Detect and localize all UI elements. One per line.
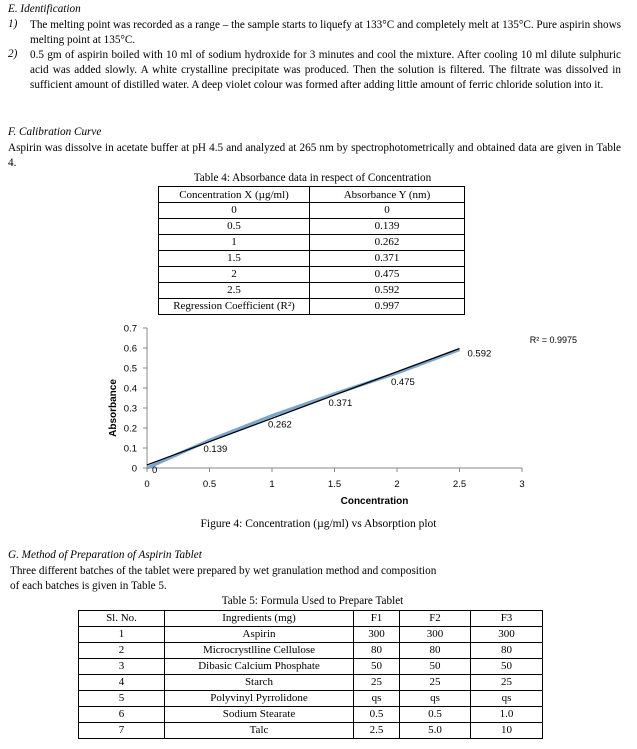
section-g-paragraph-line-1: Three different batches of the tablet were prepared by wet granulation method and composition [10, 565, 437, 577]
section-e-heading: E. Identification [8, 3, 81, 15]
trendline-r2-label: R² = 0.9975 [529, 335, 577, 345]
table-cell: 0.262 [310, 235, 465, 251]
table-cell: 1 [79, 627, 165, 643]
x-tick-label: 3 [519, 479, 525, 490]
table-cell: 0.5 [159, 219, 310, 235]
data-series-line [147, 350, 460, 468]
table-header-cell: F2 [400, 611, 471, 627]
x-tick-label: 0 [144, 479, 150, 490]
table-row [159, 283, 465, 299]
data-label: 0 [152, 465, 158, 476]
x-axis-label: Concentration [340, 496, 409, 507]
data-label: 0.592 [467, 348, 492, 360]
y-tick-label: 0.3 [123, 403, 137, 415]
table-cell: 2.5 [159, 283, 310, 299]
table-cell: Starch [165, 675, 354, 691]
section-g-heading: G. Method of Preparation of Aspirin Tablet [8, 549, 202, 561]
table-row [159, 235, 465, 251]
table-header-cell: Concentration X (µg/ml) [159, 187, 310, 203]
table-4 [158, 186, 465, 315]
table-cell: 80 [354, 643, 400, 659]
item-1-text: The melting point was recorded as a range – the sample starts to liquefy at 133°C and completely melt at 135°C. Pure aspirin shows melting point at 135°C. [30, 19, 621, 46]
table-header-cell: Sl. No. [79, 611, 165, 627]
table-cell: 80 [471, 643, 543, 659]
y-axis-label: Absorbance [108, 379, 119, 437]
table-cell: 50 [400, 659, 471, 675]
table-cell: 3 [79, 659, 165, 675]
table-row [159, 203, 465, 219]
table-cell: 0.5 [354, 707, 400, 723]
table-header-row [159, 187, 465, 203]
table-row [79, 691, 543, 707]
y-tick-label: 0.5 [123, 363, 137, 375]
table-row [79, 675, 543, 691]
table-cell: 2 [159, 267, 310, 283]
trendline [147, 348, 460, 464]
table-cell: Talc [165, 723, 354, 739]
table-cell: 10 [471, 723, 543, 739]
table-cell: Dibasic Calcium Phosphate [165, 659, 354, 675]
y-tick-label: 0 [131, 463, 137, 475]
table-cell: 300 [471, 627, 543, 643]
table-cell: 25 [354, 675, 400, 691]
table-cell: qs [471, 691, 543, 707]
table-row [79, 723, 543, 739]
table-row [79, 643, 543, 659]
table-5 [78, 610, 543, 739]
table-cell: Aspirin [165, 627, 354, 643]
x-tick-label: 0.5 [202, 479, 217, 490]
table-cell: 1 [159, 235, 310, 251]
table-cell: 0.997 [310, 299, 465, 315]
calibration-chart [0, 318, 637, 518]
table-4-caption: Table 4: Absorbance data in respect of Concentration [193, 172, 432, 184]
table-5-caption: Table 5: Formula Used to Prepare Tablet [221, 595, 404, 607]
table-header-cell: Ingredients (mg) [165, 611, 354, 627]
table-cell: 50 [354, 659, 400, 675]
table-cell: 80 [400, 643, 471, 659]
table-cell: qs [354, 691, 400, 707]
table-cell: 0.371 [310, 251, 465, 267]
table-cell: 25 [400, 675, 471, 691]
section-f-heading: F. Calibration Curve [8, 126, 102, 138]
table-header-cell: Absorbance Y (nm) [310, 187, 465, 203]
table-cell: 7 [79, 723, 165, 739]
y-tick-label: 0.2 [123, 423, 137, 435]
table-cell: qs [400, 691, 471, 707]
table-cell: 0 [310, 203, 465, 219]
data-label: 0.262 [268, 419, 292, 431]
table-row [159, 219, 465, 235]
x-tick-label: 2 [394, 479, 400, 490]
table-row [159, 299, 465, 315]
table-header-cell: F1 [354, 611, 400, 627]
x-tick-label: 1 [269, 479, 275, 490]
table-cell: 300 [354, 627, 400, 643]
table-cell: 2.5 [354, 723, 400, 739]
x-tick-label: 2.5 [452, 479, 467, 490]
y-tick-label: 0.6 [123, 343, 137, 355]
table-cell: Regression Coefficient (R²) [159, 299, 310, 315]
table-cell: 4 [79, 675, 165, 691]
table-row [79, 627, 543, 643]
data-label: 0.139 [203, 444, 228, 456]
table-cell: 0.5 [400, 707, 471, 723]
table-cell: Sodium Stearate [165, 707, 354, 723]
table-row [79, 707, 543, 723]
table-cell: 300 [400, 627, 471, 643]
table-cell: 25 [471, 675, 543, 691]
table-row [159, 251, 465, 267]
section-f-paragraph: Aspirin was dissolve in acetate buffer at pH 4.5 and analyzed at 265 nm by spectrophotometrically and obtained data are given in Table 4. [8, 142, 621, 169]
data-label: 0.371 [328, 397, 353, 409]
item-1-number: 1) [8, 18, 18, 30]
table-cell: 1.0 [471, 707, 543, 723]
table-cell: 50 [471, 659, 543, 675]
table-cell: Microcrystlline Cellulose [165, 643, 354, 659]
data-label: 0.475 [391, 377, 415, 388]
section-g-paragraph-line-2: of each batches is given in Table 5. [10, 580, 167, 592]
table-cell: 2 [79, 643, 165, 659]
figure-4-caption: Figure 4: Concentration (µg/ml) vs Absorption plot [200, 518, 437, 530]
table-row [79, 659, 543, 675]
table-cell: 0.139 [310, 219, 465, 235]
table-cell: 5.0 [400, 723, 471, 739]
table-cell: Polyvinyl Pyrrolidone [165, 691, 354, 707]
item-2-text: 0.5 gm of aspirin boiled with 10 ml of sodium hydroxide for 3 minutes and cool the mixture. After cooling 10 ml dilute sulphuric acid was added slowly. A white crystalline precipitate was produced. Then the solution is filtered. The filtrate was dissolved in sufficient amount of distilled water. A deep violet colour was formed after adding little amount of ferric chloride solution into it. [30, 49, 621, 91]
table-cell: 0.475 [310, 267, 465, 283]
table-cell: 1.5 [159, 251, 310, 267]
table-header-row [79, 611, 543, 627]
table-cell: 0.592 [310, 283, 465, 299]
table-cell: 0 [159, 203, 310, 219]
table-cell: 6 [79, 707, 165, 723]
x-tick-label: 1.5 [327, 479, 342, 490]
table-header-cell: F3 [471, 611, 543, 627]
table-row [159, 267, 465, 283]
table-cell: 5 [79, 691, 165, 707]
y-tick-label: 0.7 [123, 323, 137, 335]
y-tick-label: 0.1 [123, 443, 137, 455]
item-2-number: 2) [8, 48, 18, 60]
y-tick-label: 0.4 [123, 383, 137, 395]
